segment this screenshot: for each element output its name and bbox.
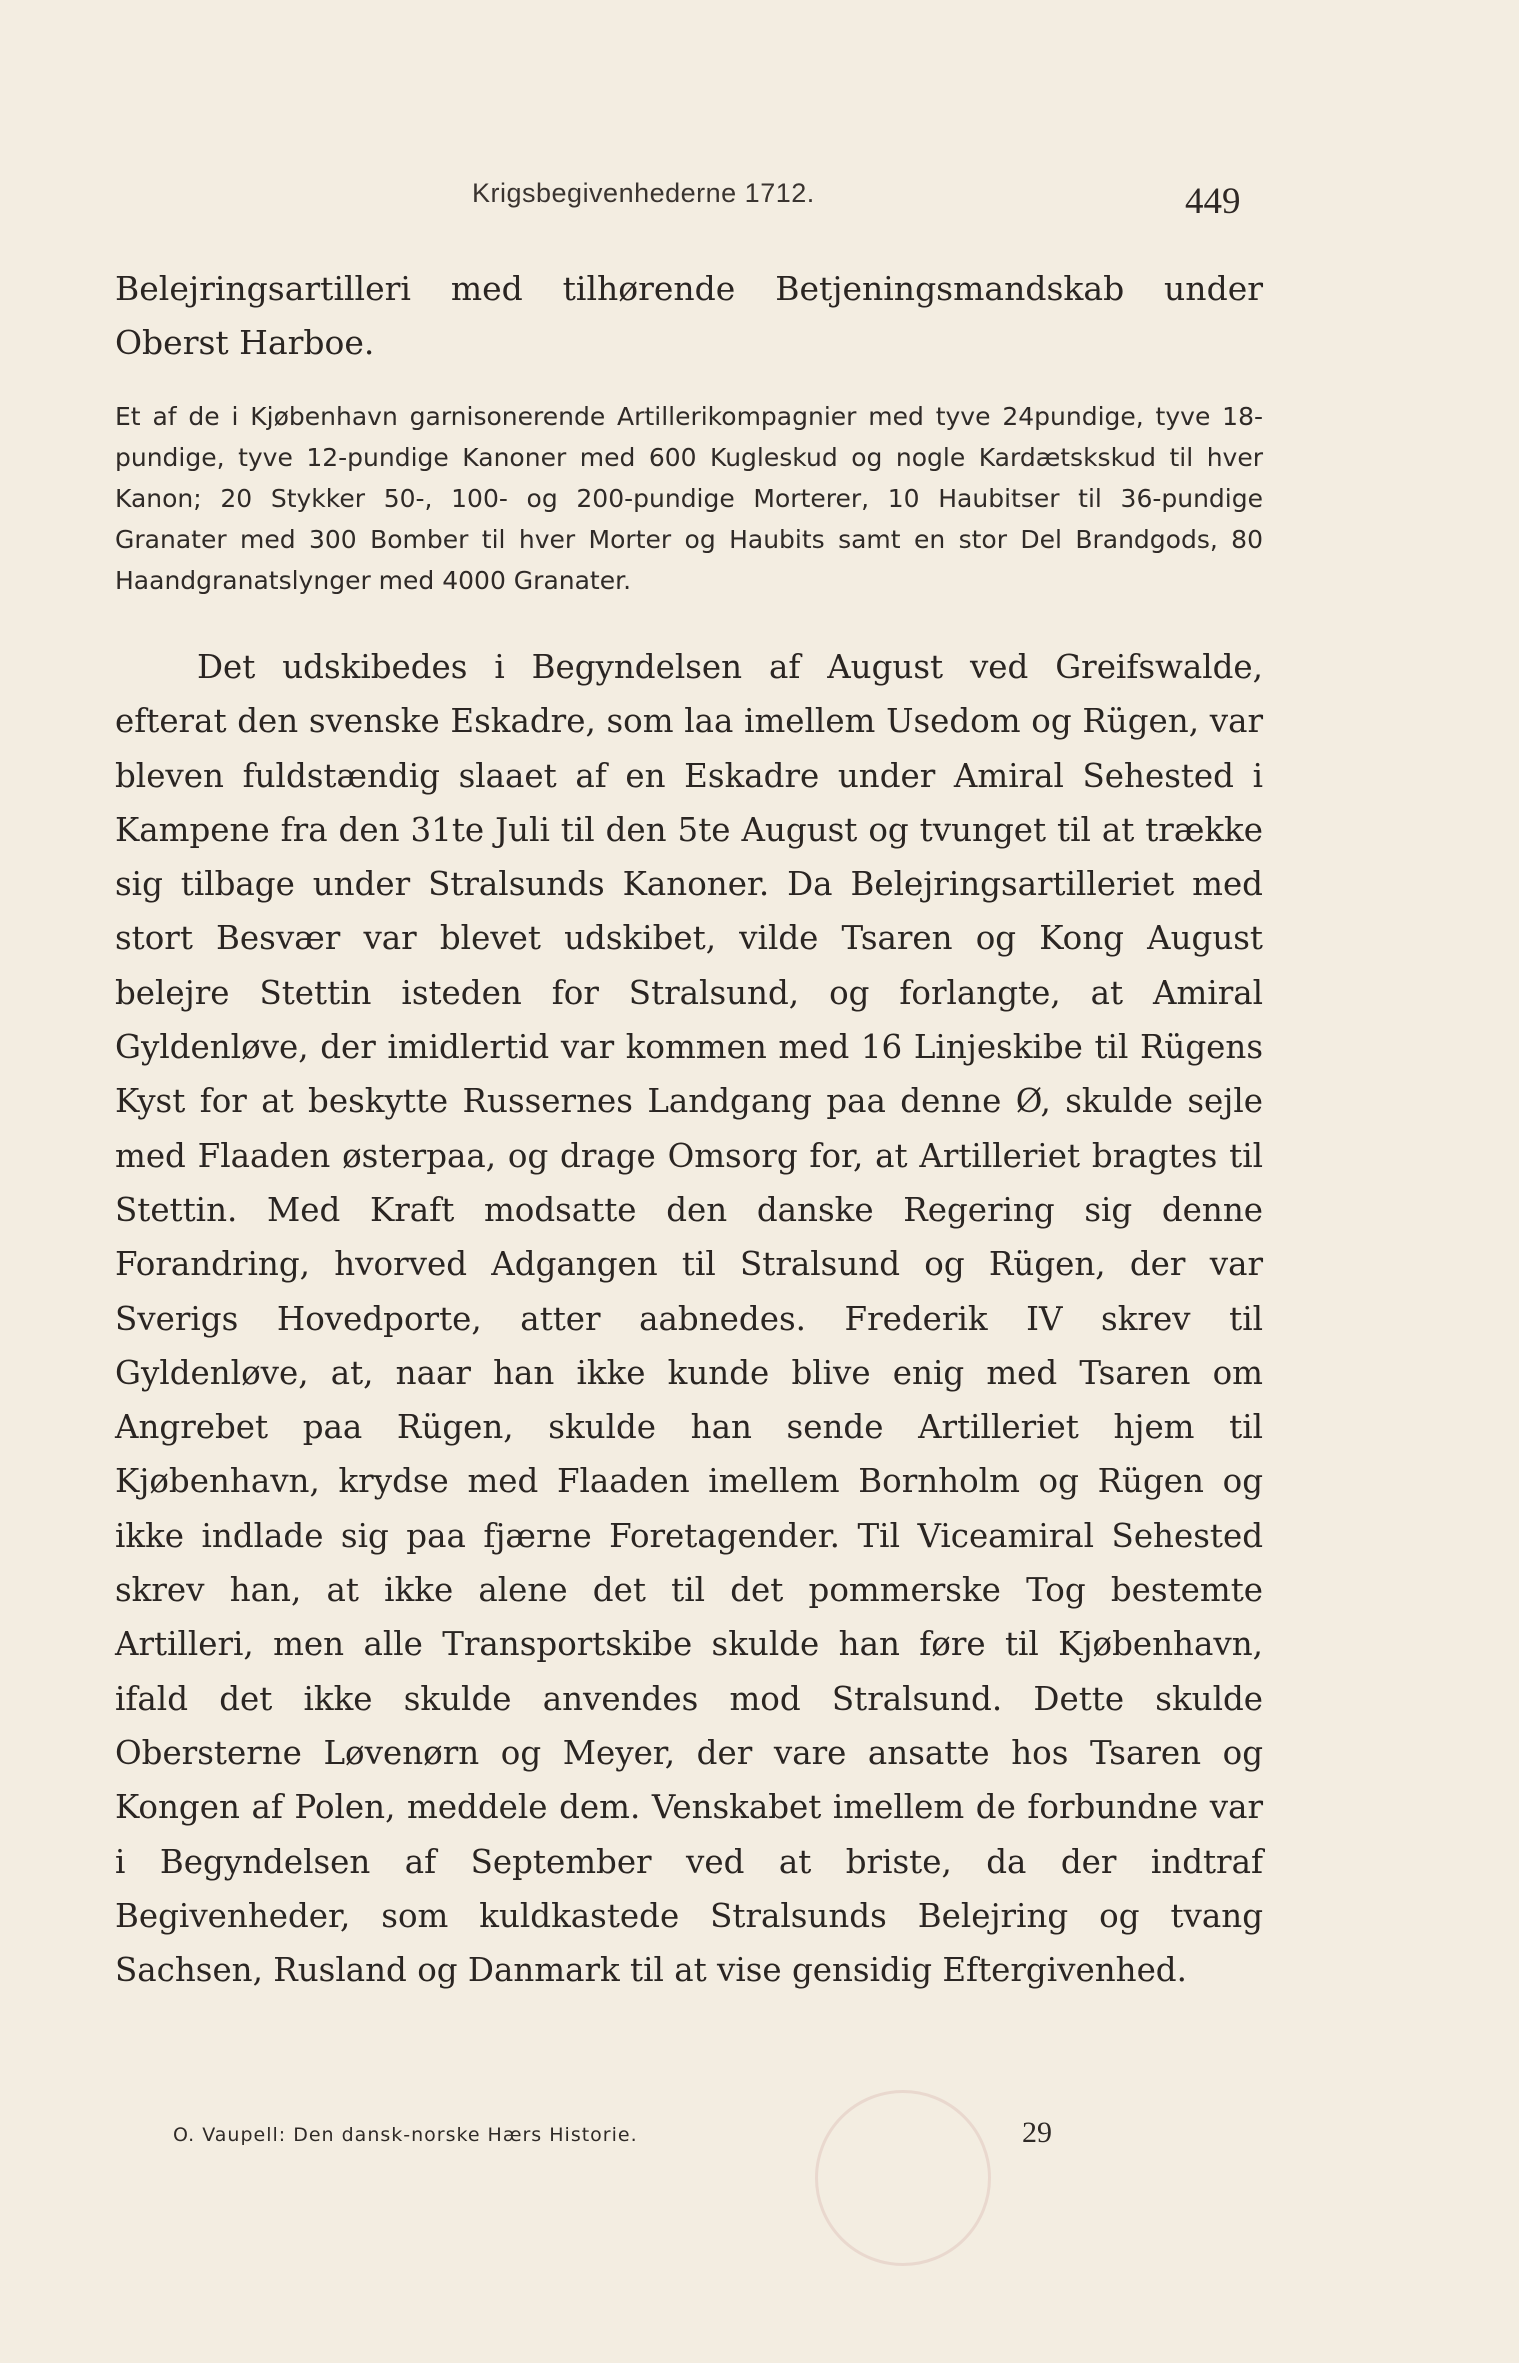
page-number: 449 xyxy=(1185,181,1241,222)
footer-signature-mark: 29 xyxy=(1022,2116,1052,2149)
heading-paragraph: Belejringsartilleri med tilhørende Betjeningsmandskab under Oberst Harboe. xyxy=(115,269,1263,362)
book-page xyxy=(115,0,1263,2363)
body-paragraph: Det udskibedes i Begyndelsen af August ved Greifswalde, efterat den svenske Eskadre, som laa imellem Usedom og Rügen, var bleven fuldstændig slaaet af en Eskadre under Amiral Sehested i Kampene fra den 31te Juli til den 5te August og tvunget til at trække sig tilbage under Stralsunds Kanoner. Da Belejringsartilleriet med stort Besvær var blevet udskibet, vilde Tsaren og Kong August belejre Stettin isteden for Stralsund, og forlangte, at Amiral Gyldenløve, der imidlertid var kommen med 16 Linjeskibe til Rügens Kyst for at beskytte Russernes Landgang paa denne Ø, skulde sejle med Flaaden østerpaa, og drage Omsorg for, at Artilleriet bragtes til Stettin. Med Kraft modsatte den danske Regering sig denne Forandring, hvorved Adgangen til Stralsund og Rügen, der var Sverigs Hovedporte, atter aabnedes. Frederik IV skrev til Gyldenløve, at, naar han ikke kunde blive enig med Tsaren om Angrebet paa Rügen, skulde han sende Artilleriet hjem til Kjøbenhavn, krydse med Flaaden imellem Bornholm og Rügen og ikke indlade sig paa fjærne Foretagender. Til Viceamiral Sehested skrev han, at ikke alene det til det pommerske Tog bestemte Artilleri, men alle Transportskibe skulde han føre til Kjøbenhavn, ifald det ikke skulde anvendes mod Stralsund. Dette skulde Obersterne Løvenørn og Meyer, der vare ansatte hos Tsaren og Kongen af Polen, meddele dem. Venskabet imellem de forbundne var i Begyndelsen af September ved at briste, da der indtraf Begivenheder, som kuldkastede Stralsunds Belejring og tvang Sachsen, Rusland og Danmark til at vise gensidig Eftergivenhed. xyxy=(115,648,1263,1990)
note-paragraph: Et af de i Kjøbenhavn garnisonerende Artillerikompagnier med tyve 24pundige, tyve 18-pundige, tyve 12-pundige Kanoner med 600 Kugleskud og nogle Kardætskskud til hver Kanon; 20 Stykker 50-, 100- og 200-pundige Morterer, 10 Haubitser til 36-pundige Granater med 300 Bomber til hver Morter og Haubits samt en stor Del Brandgods, 80 Haandgranatslynger med 4000 Granater. xyxy=(115,402,1263,595)
footer-book-reference: O. Vaupell: Den dansk-norske Hærs Historie. xyxy=(173,2124,638,2146)
library-stamp xyxy=(815,2090,991,2266)
running-header: Krigsbegivenhederne 1712. xyxy=(472,178,815,208)
